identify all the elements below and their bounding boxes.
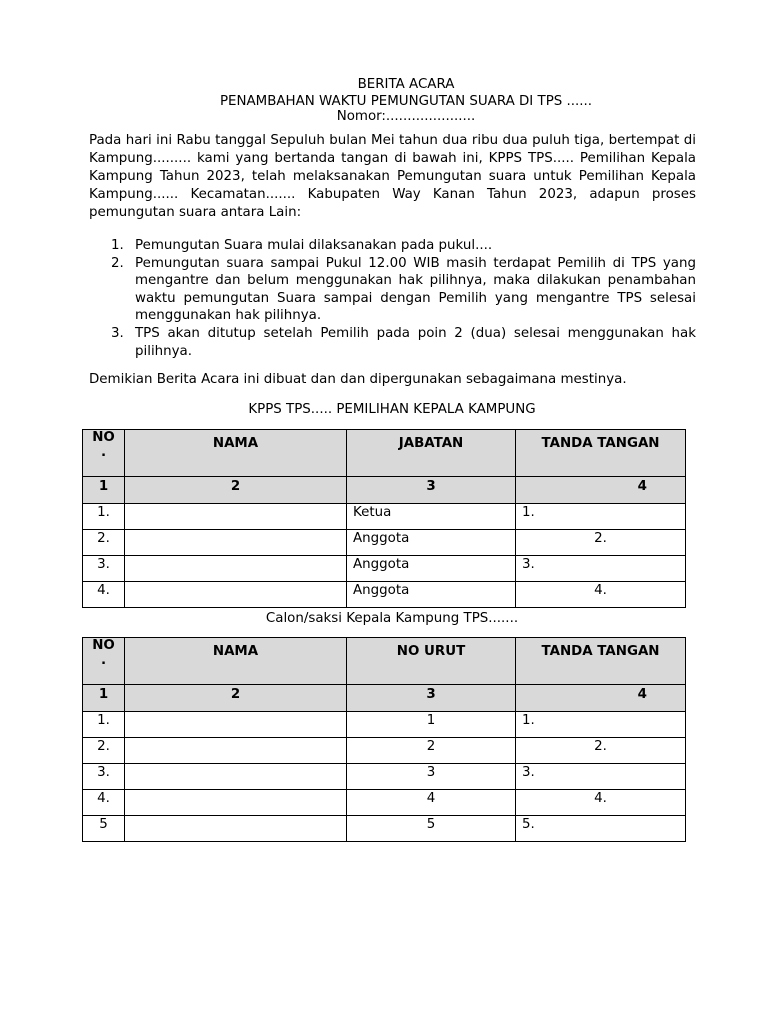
row-jabatan: Anggota [347,556,516,582]
list-item [89,325,696,360]
row-nama [125,738,347,764]
header-no-urut: NO URUT [347,638,516,685]
row-signature: 1. [516,712,686,738]
row-signature: 2. [516,738,686,764]
index-cell: 1 [83,685,125,712]
kpps-table [82,429,686,608]
header-no: NO . [83,430,125,477]
row-no: 2. [83,530,125,556]
row-nama [125,764,347,790]
row-signature: 3. [516,764,686,790]
row-jabatan: Ketua [347,504,516,530]
row-no-urut: 2 [347,738,516,764]
table-index-row [83,477,686,504]
row-no: 3. [83,764,125,790]
list-item [89,255,696,325]
header-nama: NAMA [125,638,347,685]
table-row [83,816,686,842]
row-nama [125,816,347,842]
table-row [83,556,686,582]
header-jabatan: JABATAN [347,430,516,477]
index-cell: 3 [347,685,516,712]
row-nama [125,582,347,608]
row-jabatan: Anggota [347,582,516,608]
intro-paragraph: Pada hari ini Rabu tanggal Sepuluh bulan Mei tahun dua ribu dua puluh tiga, bertempat di Kampung......... kami yang bertanda tangan di bawah ini, KPPS TPS..... Pemilihan Kepala Kampung Tahun 2023, telah melaksanakan Pemungutan suara untuk Pemilihan Kepala Kampung...... Kecamatan....... Kabupaten Way Kanan Tahun 2023, adapun proses pemungutan suara antara Lain: [89,133,696,220]
header-tanda-tangan: TANDA TANGAN [516,638,686,685]
row-nama [125,504,347,530]
row-nama [125,556,347,582]
row-no: 5 [83,816,125,842]
index-cell: 4 [516,685,686,712]
table-row [83,712,686,738]
row-signature: 5. [516,816,686,842]
row-nama [125,530,347,556]
row-nama [125,712,347,738]
document-title: BERITA ACARA [357,77,455,92]
candidate-table-caption: Calon/saksi Kepala Kampung TPS....... [265,611,519,626]
row-jabatan: Anggota [347,530,516,556]
index-cell: 3 [347,477,516,504]
table-row [83,504,686,530]
row-no: 3. [83,556,125,582]
index-cell: 2 [125,685,347,712]
table-index-row [83,685,686,712]
index-cell: 2 [125,477,347,504]
header-tanda-tangan: TANDA TANGAN [516,430,686,477]
list-item-text: Pemungutan Suara mulai dilaksanakan pada pukul.... [135,238,493,253]
row-signature: 3. [516,556,686,582]
table-header-row [83,638,686,685]
document-number: Nomor:..................... [336,109,476,124]
row-no-urut: 1 [347,712,516,738]
row-no-urut: 3 [347,764,516,790]
row-no: 1. [83,712,125,738]
row-no-urut: 5 [347,816,516,842]
header-nama: NAMA [125,430,347,477]
list-item [89,237,696,255]
document-subtitle: PENAMBAHAN WAKTU PEMUNGUTAN SUARA DI TPS ...... [219,94,593,109]
row-no: 1. [83,504,125,530]
table-header-row [83,430,686,477]
kpps-table-caption: KPPS TPS..... PEMILIHAN KEPALA KAMPUNG [248,402,536,417]
list-item-text: TPS akan ditutup setelah Pemilih pada poin 2 (dua) selesai menggunakan hak pilihnya. [135,325,696,359]
table-row [83,582,686,608]
list-item-number: 1. [111,238,124,253]
index-cell: 4 [516,477,686,504]
row-signature: 4. [516,582,686,608]
row-no: 4. [83,790,125,816]
table-row [83,738,686,764]
closing-statement: Demikian Berita Acara ini dibuat dan dan dipergunakan sebagaimana mestinya. [89,372,627,387]
row-signature: 1. [516,504,686,530]
index-cell: 1 [83,477,125,504]
list-item-text: Pemungutan suara sampai Pukul 12.00 WIB masih terdapat Pemilih di TPS yang mengantre dan belum menggunakan hak pilihnya, maka dilakukan penambahan waktu pemungutan Suara sampai dengan Pemilih yang mengantre TPS selesai menggunakan hak pilihnya. [135,255,696,324]
candidate-table [82,637,686,842]
row-signature: 2. [516,530,686,556]
row-no: 4. [83,582,125,608]
row-no: 2. [83,738,125,764]
row-signature: 4. [516,790,686,816]
table-row [83,530,686,556]
table-row [83,790,686,816]
list-item-number: 2. [111,255,124,271]
procedure-list [89,237,696,360]
header-no: NO . [83,638,125,685]
row-nama [125,790,347,816]
list-item-number: 3. [111,325,124,341]
row-no-urut: 4 [347,790,516,816]
table-row [83,764,686,790]
